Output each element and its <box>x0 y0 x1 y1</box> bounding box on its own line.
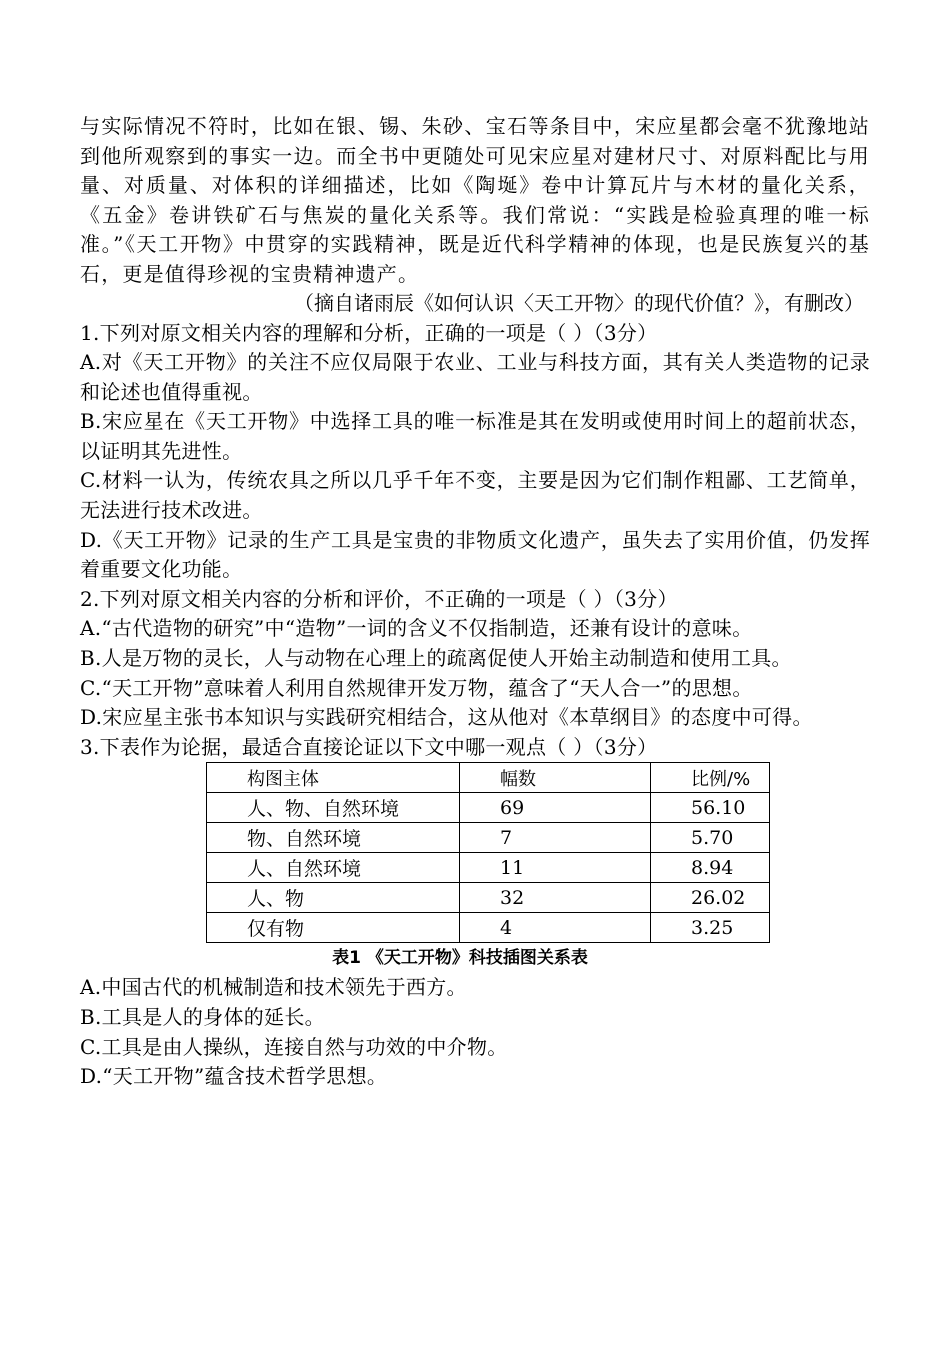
question-3-option-b: B.工具是人的身体的延长。 <box>80 1005 325 1029</box>
table-cell: 32 <box>460 883 651 913</box>
table-header-row <box>207 763 770 793</box>
illustration-relation-table <box>206 762 770 943</box>
table-header-cell: 比例/% <box>651 763 770 793</box>
table-cell: 4 <box>460 913 651 943</box>
table-row <box>207 853 770 883</box>
question-3-option-d: D.“天工开物”蕴含技术哲学思想。 <box>80 1064 388 1089</box>
table-caption: 表1 《天工开物》科技插图关系表 <box>332 948 588 969</box>
table-header-cell: 幅数 <box>460 763 651 793</box>
question-3-option-a: A.中国古代的机械制造和技术领先于西方。 <box>80 975 467 1000</box>
question-2-stem: 2.下列对原文相关内容的分析和评价，不正确的一项是（ ）（3分） <box>80 586 678 611</box>
table-header-cell: 构图主体 <box>207 763 460 793</box>
passage-source: （摘自诸雨辰《如何认识〈天工开物〉的现代价值？》，有删改） <box>294 291 864 315</box>
table-cell: 7 <box>460 823 651 853</box>
question-1-stem: 1.下列对原文相关内容的理解和分析，正确的一项是（ ）（3分） <box>80 320 658 345</box>
question-1 <box>80 319 870 585</box>
question-1-option-a: A.对《天工开物》的关注不应仅局限于农业、工业与科技方面，其有关人类造物的记录和论述也值得重视。 <box>80 350 870 404</box>
table-cell: 物、自然环境 <box>207 823 460 853</box>
question-2 <box>80 585 870 733</box>
question-2-option-c: C.“天工开物”意味着人利用自然规律开发万物，蕴含了“天人合一”的思想。 <box>80 675 753 700</box>
table-cell: 仅有物 <box>207 913 460 943</box>
table-row <box>207 913 770 943</box>
question-1-option-b: B.宋应星在《天工开物》中选择工具的唯一标准是其在发明或使用时间上的超前状态，以证明其先进性。 <box>80 409 870 463</box>
passage-paragraph: 与实际情况不符时，比如在银、锡、朱砂、宝石等条目中，宋应星都会毫不犹豫地站到他所观察到的事实一边。而全书中更随处可见宋应星对建材尺寸、对原料配比与用量、对质量、对体积的详细描述，比如《陶埏》卷中计算瓦片与木材的量化关系，《五金》卷讲铁矿石与焦炭的量化关系等。我们常说：“实践是检验真理的唯一标准。”《天工开物》中贯穿的实践精神，既是近代科学精神的体现，也是民族复兴的基石，更是值得珍视的宝贵精神遗产。 <box>80 114 870 286</box>
exam-page <box>80 112 870 1092</box>
table-row <box>207 793 770 823</box>
table-cell: 人、自然环境 <box>207 853 460 883</box>
table-cell: 69 <box>460 793 651 823</box>
table-cell: 5.70 <box>651 823 770 853</box>
table-cell: 3.25 <box>651 913 770 943</box>
table-cell: 人、物、自然环境 <box>207 793 460 823</box>
question-1-option-d: D.《天工开物》记录的生产工具是宝贵的非物质文化遗产，虽失去了实用价值，仍发挥着重要文化功能。 <box>80 527 870 582</box>
table-row <box>207 823 770 853</box>
question-2-option-a: A.“古代造物的研究”中“造物”一词的含义不仅指制造，还兼有设计的意味。 <box>80 616 753 641</box>
table-cell: 11 <box>460 853 651 883</box>
table-row <box>207 883 770 913</box>
question-1-option-c: C.材料一认为，传统农具之所以几乎千年不变，主要是因为它们制作粗鄙、工艺简单，无法进行技术改进。 <box>80 468 870 523</box>
table-cell: 8.94 <box>651 853 770 883</box>
question-3-option-c: C.工具是由人操纵，连接自然与功效的中介物。 <box>80 1034 508 1059</box>
table-cell: 26.02 <box>651 883 770 913</box>
question-3-stem: 3.下表作为论据，最适合直接论证以下文中哪一观点（ ）（3分） <box>80 734 658 759</box>
question-3 <box>80 733 870 1092</box>
question-2-option-d: D.宋应星主张书本知识与实践研究相结合，这从他对《本草纲目》的态度中可得。 <box>80 705 813 730</box>
table-cell: 56.10 <box>651 793 770 823</box>
question-2-option-b: B.人是万物的灵长，人与动物在心理上的疏离促使人开始主动制造和使用工具。 <box>80 646 792 671</box>
table-cell: 人、物 <box>207 883 460 913</box>
